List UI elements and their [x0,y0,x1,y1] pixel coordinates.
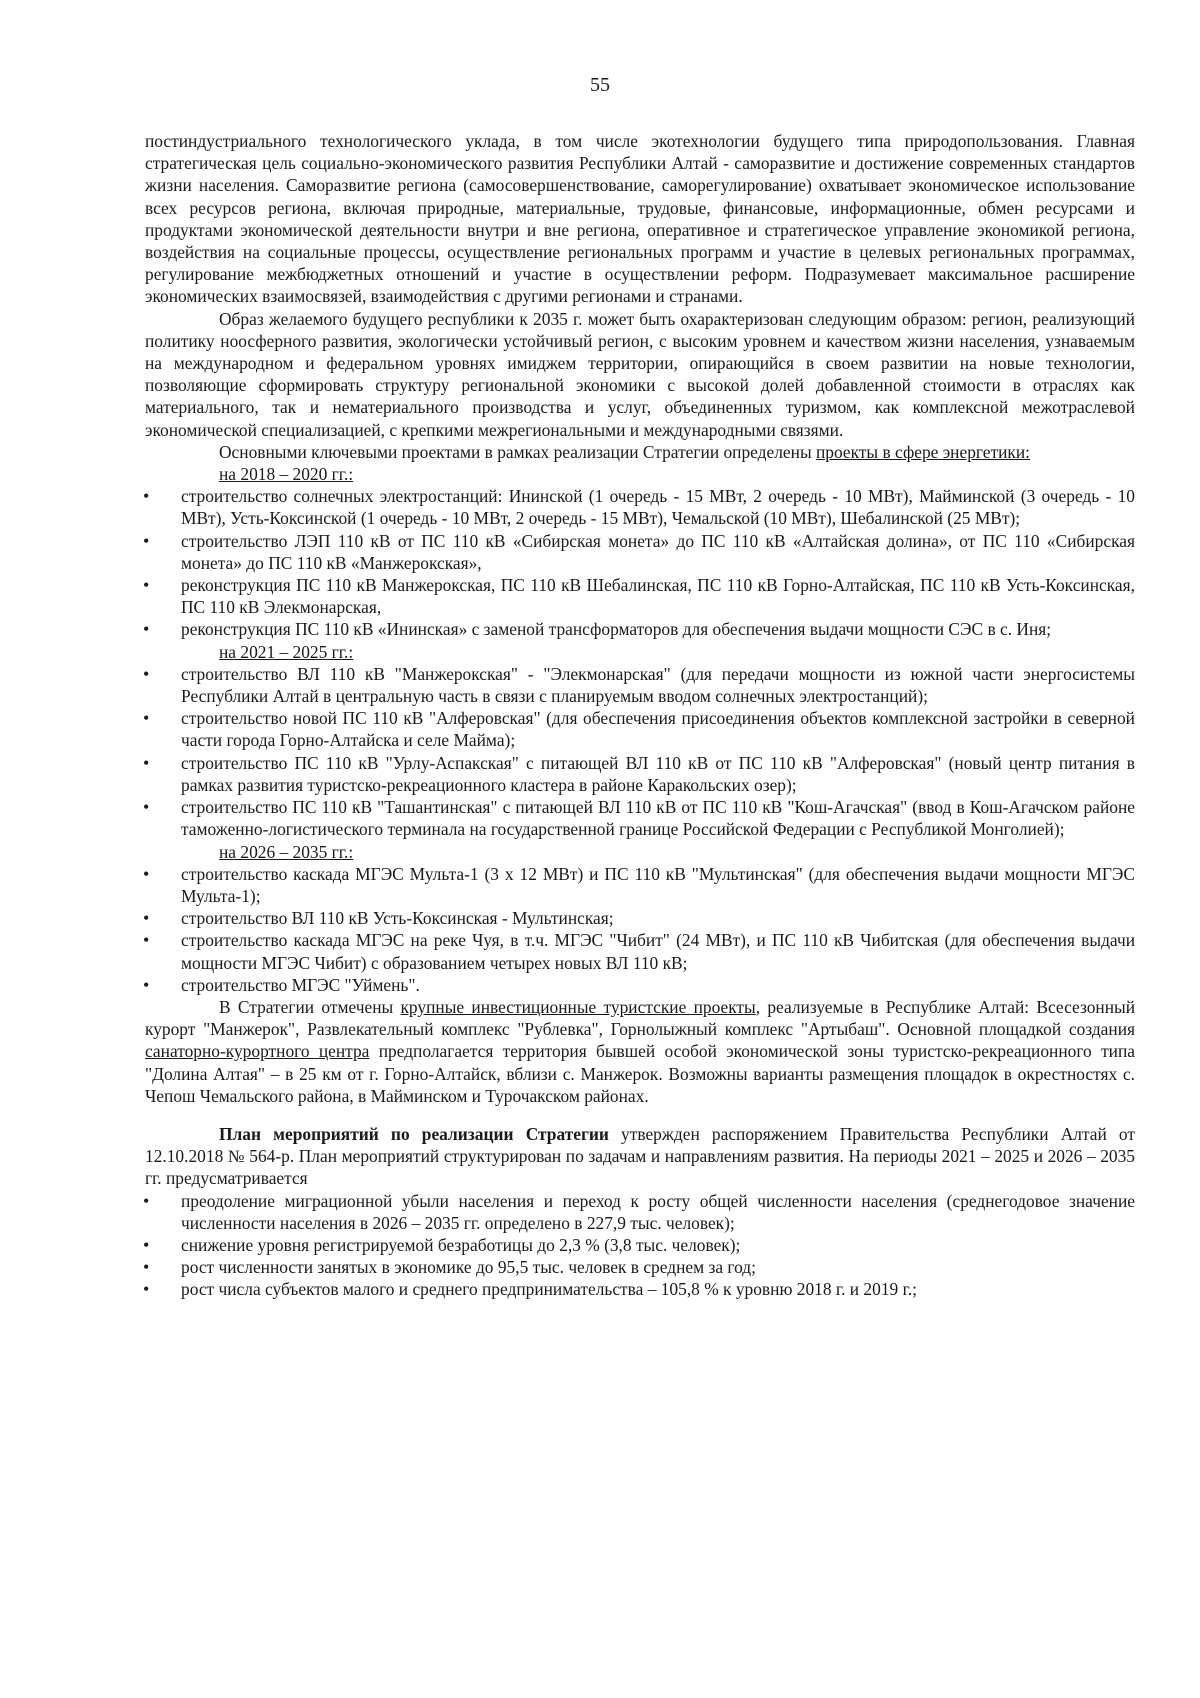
period-heading: на 2018 – 2020 гг.: [219,464,354,485]
list-item: • строительство солнечных электростанций: Ининской (1 очередь - 15 МВт, 2 очередь - 10 МВт), Майминской (3 очередь - 10 МВт), Усть-Коксинской (1 очередь - 10 МВт, 2 очередь - 15 МВт), Чемальской (10 МВт), Шебалинской (25 МВт); [145,485,1135,529]
paragraph-3 [145,441,1135,463]
energy-period-2021 [145,641,1135,841]
list-item: • строительство ВЛ 110 кВ "Манжерокская" - "Элекмонарская" (для передачи мощности из южной части энергосистемы Республики Алтай в центральную часть в связи с планируемым вводом солнечных электростанций); [145,663,1135,707]
plan-list [145,1190,1135,1301]
list-item: • реконструкция ПС 110 кВ «Ининская» с заменой трансформаторов для обеспечения выдачи мощности СЭС в с. Иня; [145,618,1135,640]
paragraph-2: Образ желаемого будущего республики к 2035 г. может быть охарактеризован следующим образом: регион, реализующий политику ноосферного развития, экологически устойчивый регион, с высоким уровнем и качеством жизни населения, узнаваемым на международном и федеральном уровнях имиджем территории, опирающийся в своем развитии на новые технологии, позволяющие сформировать структуру региональной экономики с высокой долей добавленной стоимости в отраслях как материального, так и нематериального производства и услуг, объединенных туризмом, как комплексной межотраслевой экономической специализацией, с крепкими межрегиональными и международными связями. [145,308,1135,440]
paragraph-4-text-c: предполагается территория бывшей особой экономической зоны туристско-рекреационного типа "Долина Алтая" – в 25 км от г. Горно-Алтайск, вблизи с. Манжерок. Возможны варианты размещения площадок в окрестностях с. Чепош Чемальского района, в Майминском и Турочакском районах. [145,1041,1135,1106]
tourism-projects-link: крупные инвестиционные туристские проекты [400,996,756,1017]
list-item: • снижение уровня регистрируемой безработицы до 2,3 % (3,8 тыс. человек); [145,1234,1135,1256]
list-item: • строительство каскада МГЭС на реке Чуя, в т.ч. МГЭС "Чибит" (24 МВт), и ПС 110 кВ Чибитская (для обеспечения выдачи мощности МГЭС Чибит) с образованием четырех новых ВЛ 110 кВ; [145,929,1135,973]
list-item: • строительство ПС 110 кВ "Урлу-Аспакская" с питающей ВЛ 110 кВ от ПС 110 кВ "Алферовская" (новый центр питания в рамках развития туристско-рекреационного кластера в районе Каракольских озер); [145,752,1135,796]
plan-heading: План мероприятий по реализации Стратегии [219,1123,609,1144]
energy-period-2018 [145,463,1135,641]
sanatorium-center-link: санаторно-курортного центра [145,1041,370,1062]
paragraph-5-text: утвержден распоряжением Правительства Республики Алтай от 12.10.2018 № 564-р. План мероприятий структурирован по задачам и направлениям развития. На периоды 2021 – 2025 и 2026 – 2035 гг. предусматривается [145,1123,1135,1189]
energy-projects-heading: проекты в сфере энергетики: [815,441,1031,462]
list-item: • рост численности занятых в экономике до 95,5 тыс. человек в среднем за год; [145,1256,1135,1278]
list-item: • преодоление миграционной убыли населения и переход к росту общей численности населения (среднегодовое значение численности населения в 2026 – 2035 гг. определено в 227,9 тыс. человек); [145,1190,1135,1234]
list-item: • строительство ПС 110 кВ "Ташантинская" с питающей ВЛ 110 кВ от ПС 110 кВ "Кош-Агачская" (ввод в Кош-Агачском районе таможенно-логистического терминала на государственной границе Российской Федерации с Республикой Монголией); [145,796,1135,840]
page-body [145,130,1135,1301]
list-item: • реконструкция ПС 110 кВ Манжерокская, ПС 110 кВ Шебалинская, ПС 110 кВ Горно-Алтайская, ПС 110 кВ Усть-Коксинская, ПС 110 кВ Элекмонарская, [145,574,1135,618]
paragraph-3-text: Основными ключевыми проектами в рамках реализации Стратегии определены [219,441,816,462]
paragraph-4-text-a: В Стратегии отмечены [219,996,401,1017]
paragraph-4 [145,996,1135,1107]
period-heading: на 2026 – 2035 гг.: [219,841,354,862]
list-item: • строительство ВЛ 110 кВ Усть-Коксинская - Мультинская; [145,907,1135,929]
list-item: • строительство МГЭС "Уймень". [145,974,1135,996]
list-item: • строительство ЛЭП 110 кВ от ПС 110 кВ «Сибирская монета» до ПС 110 кВ «Алтайская долина», от ПС 110 «Сибирская монета» до ПС 110 кВ «Манжерокская», [145,530,1135,574]
list-item: • рост числа субъектов малого и среднего предпринимательства – 105,8 % к уровню 2018 г. и 2019 г.; [145,1278,1135,1300]
list-item: • строительство каскада МГЭС Мульта-1 (3 х 12 МВт) и ПС 110 кВ "Мультинская" (для обеспечения выдачи мощности МГЭС Мульта-1); [145,863,1135,907]
page-number: 55 [590,74,610,96]
spacer [145,1107,1135,1123]
paragraph-5 [145,1123,1135,1190]
energy-period-2026 [145,841,1135,996]
period-heading: на 2021 – 2025 гг.: [219,641,354,662]
list-item: • строительство новой ПС 110 кВ "Алферовская" (для обеспечения присоединения объектов комплексной застройки в северной части города Горно-Алтайска и селе Майма); [145,707,1135,751]
paragraph-1: постиндустриального технологического уклада, в том числе экотехнологии будущего типа природопользования. Главная стратегическая цель социально-экономического развития Республики Алтай - саморазвитие и достижение современных стандартов жизни населения. Саморазвитие региона (самосовершенствование, саморегулирование) охватывает экономическое использование всех ресурсов региона, включая природные, материальные, трудовые, финансовые, информационные, обмен ресурсами и продуктами экономической деятельности внутри и вне региона, оперативное и стратегическое управление экономикой региона, воздействия на социальные процессы, осуществление региональных программ и участие в целевых региональных программах, регулирование межбюджетных отношений и участие в осуществлении реформ. Подразумевает максимальное расширение экономических взаимосвязей, взаимодействия с другими регионами и странами. [145,131,1135,307]
paragraph-4-text-b: , реализуемые в Республике Алтай: Всесезонный курорт "Манжерок", Развлекательный комплекс "Рублевка", Горнолыжный комплекс "Артыбаш". Основной площадкой создания [145,996,1136,1040]
